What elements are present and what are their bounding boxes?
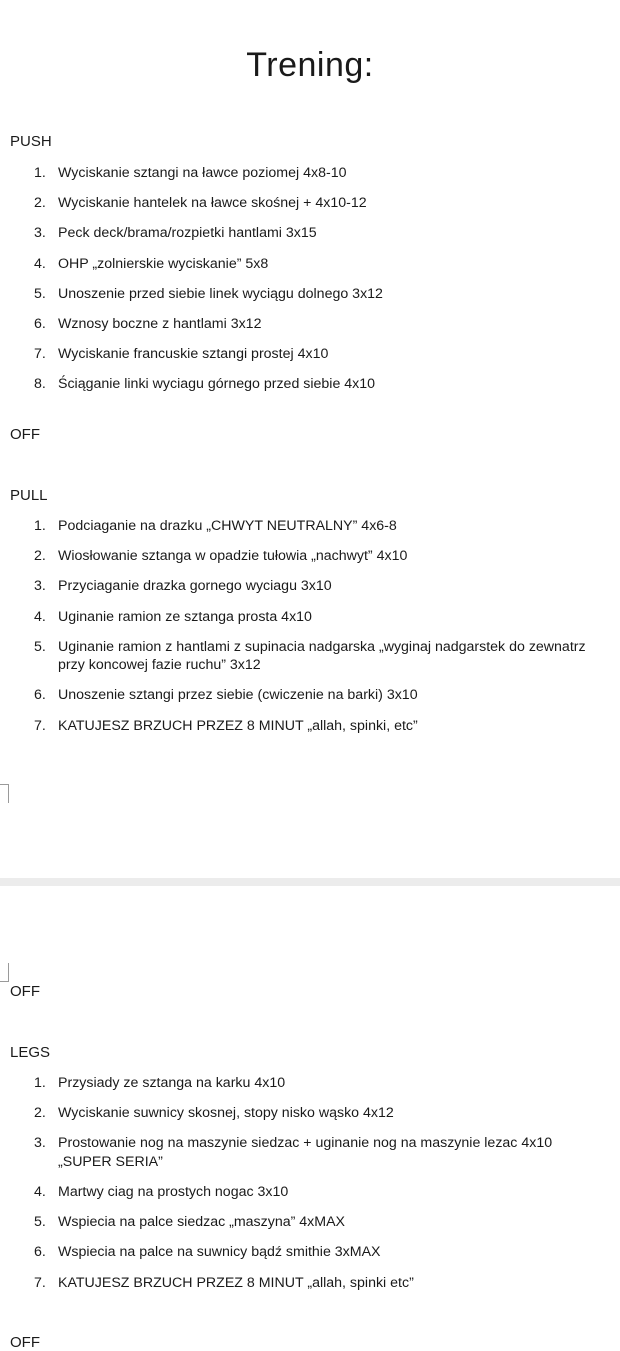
document-page-2	[0, 886, 620, 1351]
list-number: 8.	[34, 376, 46, 393]
list-number: 5.	[34, 285, 46, 302]
list-item-text: OHP „zolnierskie wyciskanie” 5x8	[58, 255, 269, 272]
page-corner-mark	[0, 784, 9, 803]
list-item	[0, 638, 590, 675]
list-item	[0, 1243, 590, 1262]
list-item	[0, 1183, 590, 1202]
list-item	[0, 517, 590, 536]
list-item	[0, 1274, 590, 1293]
list-item-text: Podciaganie na drazku „CHWYT NEUTRALNY” 4x6-8	[58, 518, 397, 534]
list-item-text: Przysiady ze sztanga na karku 4x10	[58, 1075, 286, 1091]
list-item-text: Wspiecia na palce na suwnicy bądź smithie 3xMAX	[58, 1244, 381, 1261]
list-number: 7.	[34, 1274, 46, 1291]
list-number: 2.	[34, 1105, 46, 1122]
document-title: Trening:	[246, 46, 374, 84]
legs-exercise-list	[0, 1074, 590, 1304]
list-item	[0, 1213, 590, 1232]
list-item-text: Unoszenie sztangi przez siebie (cwiczenie na barki) 3x10	[58, 687, 418, 704]
list-item-text: Wspiecia na palce siedzac „maszyna” 4xMAX	[58, 1214, 346, 1231]
list-item-text: Przyciaganie drazka gornego wyciagu 3x10	[58, 578, 332, 595]
section-heading-pull: PULL	[10, 487, 48, 504]
list-item-text: Wiosłowanie sztanga w opadzie tułowia „nachwyt” 4x10	[58, 548, 408, 565]
section-heading-off: OFF	[10, 983, 40, 1000]
list-number: 2.	[34, 548, 46, 565]
list-item	[0, 345, 590, 364]
list-item	[0, 717, 590, 736]
section-heading-push: PUSH	[10, 133, 52, 150]
list-item-text: Peck deck/brama/rozpietki hantlami 3x15	[58, 225, 317, 242]
list-item-text: Wyciskanie suwnicy skosnej, stopy nisko wąsko 4x12	[58, 1105, 394, 1122]
list-number: 1.	[34, 518, 46, 534]
section-heading-legs: LEGS	[10, 1044, 51, 1061]
list-number: 3.	[34, 1135, 46, 1152]
list-number: 1.	[34, 165, 46, 181]
list-number: 6.	[34, 1244, 46, 1261]
list-number: 3.	[34, 225, 46, 242]
list-number: 1.	[34, 1075, 46, 1091]
list-item-text: Wyciskanie sztangi na ławce poziomej 4x8-10	[58, 165, 347, 181]
list-number: 4.	[34, 255, 46, 272]
list-item	[0, 285, 590, 304]
list-item	[0, 315, 590, 334]
list-number: 4.	[34, 608, 46, 625]
list-item-text: KATUJESZ BRZUCH PRZEZ 8 MINUT „allah, spinki etc”	[58, 1274, 414, 1291]
list-item-text: Wyciskanie hantelek na ławce skośnej + 4x10-12	[58, 195, 367, 212]
list-item	[0, 255, 590, 274]
list-item	[0, 375, 590, 394]
list-number: 2.	[34, 195, 46, 212]
list-number: 6.	[34, 687, 46, 704]
list-item	[0, 1074, 590, 1093]
list-item	[0, 547, 590, 566]
pull-exercise-list	[0, 517, 590, 747]
list-item	[0, 1134, 590, 1171]
list-item-text: Ściąganie linki wyciagu górnego przed siebie 4x10	[58, 376, 376, 393]
list-number: 3.	[34, 578, 46, 595]
list-item	[0, 164, 590, 183]
list-number: 5.	[34, 1214, 46, 1231]
page-break	[0, 878, 620, 886]
list-item-text: KATUJESZ BRZUCH PRZEZ 8 MINUT „allah, spinki, etc”	[58, 717, 418, 734]
list-number: 6.	[34, 315, 46, 332]
list-item	[0, 608, 590, 627]
section-heading-off: OFF	[10, 426, 40, 443]
list-item-text: Wznosy boczne z hantlami 3x12	[58, 315, 262, 332]
list-number: 4.	[34, 1184, 46, 1201]
list-item-text: Unoszenie przed siebie linek wyciągu dolnego 3x12	[58, 285, 383, 302]
list-item-text: Martwy ciag na prostych nogac 3x10	[58, 1184, 289, 1201]
list-number: 7.	[34, 717, 46, 734]
page-corner-mark	[0, 963, 9, 982]
list-item	[0, 194, 590, 213]
list-item-text: Prostowanie nog na maszynie siedzac + uginanie nog na maszynie lezac 4x10 „SUPER SERIA”	[58, 1135, 553, 1170]
list-item	[0, 577, 590, 596]
list-item	[0, 224, 590, 243]
push-exercise-list	[0, 164, 590, 406]
list-item-text: Uginanie ramion ze sztanga prosta 4x10	[58, 608, 312, 625]
list-item-text: Uginanie ramion z hantlami z supinacia nadgarska „wyginaj nadgarstek do zewnatrz przy koncowej fazie ruchu” 3x12	[58, 638, 586, 674]
section-heading-off: OFF	[10, 1334, 40, 1351]
list-item	[0, 1104, 590, 1123]
list-number: 7.	[34, 346, 46, 363]
list-item-text: Wyciskanie francuskie sztangi prostej 4x10	[58, 346, 329, 363]
list-number: 5.	[34, 638, 46, 655]
list-item	[0, 686, 590, 705]
